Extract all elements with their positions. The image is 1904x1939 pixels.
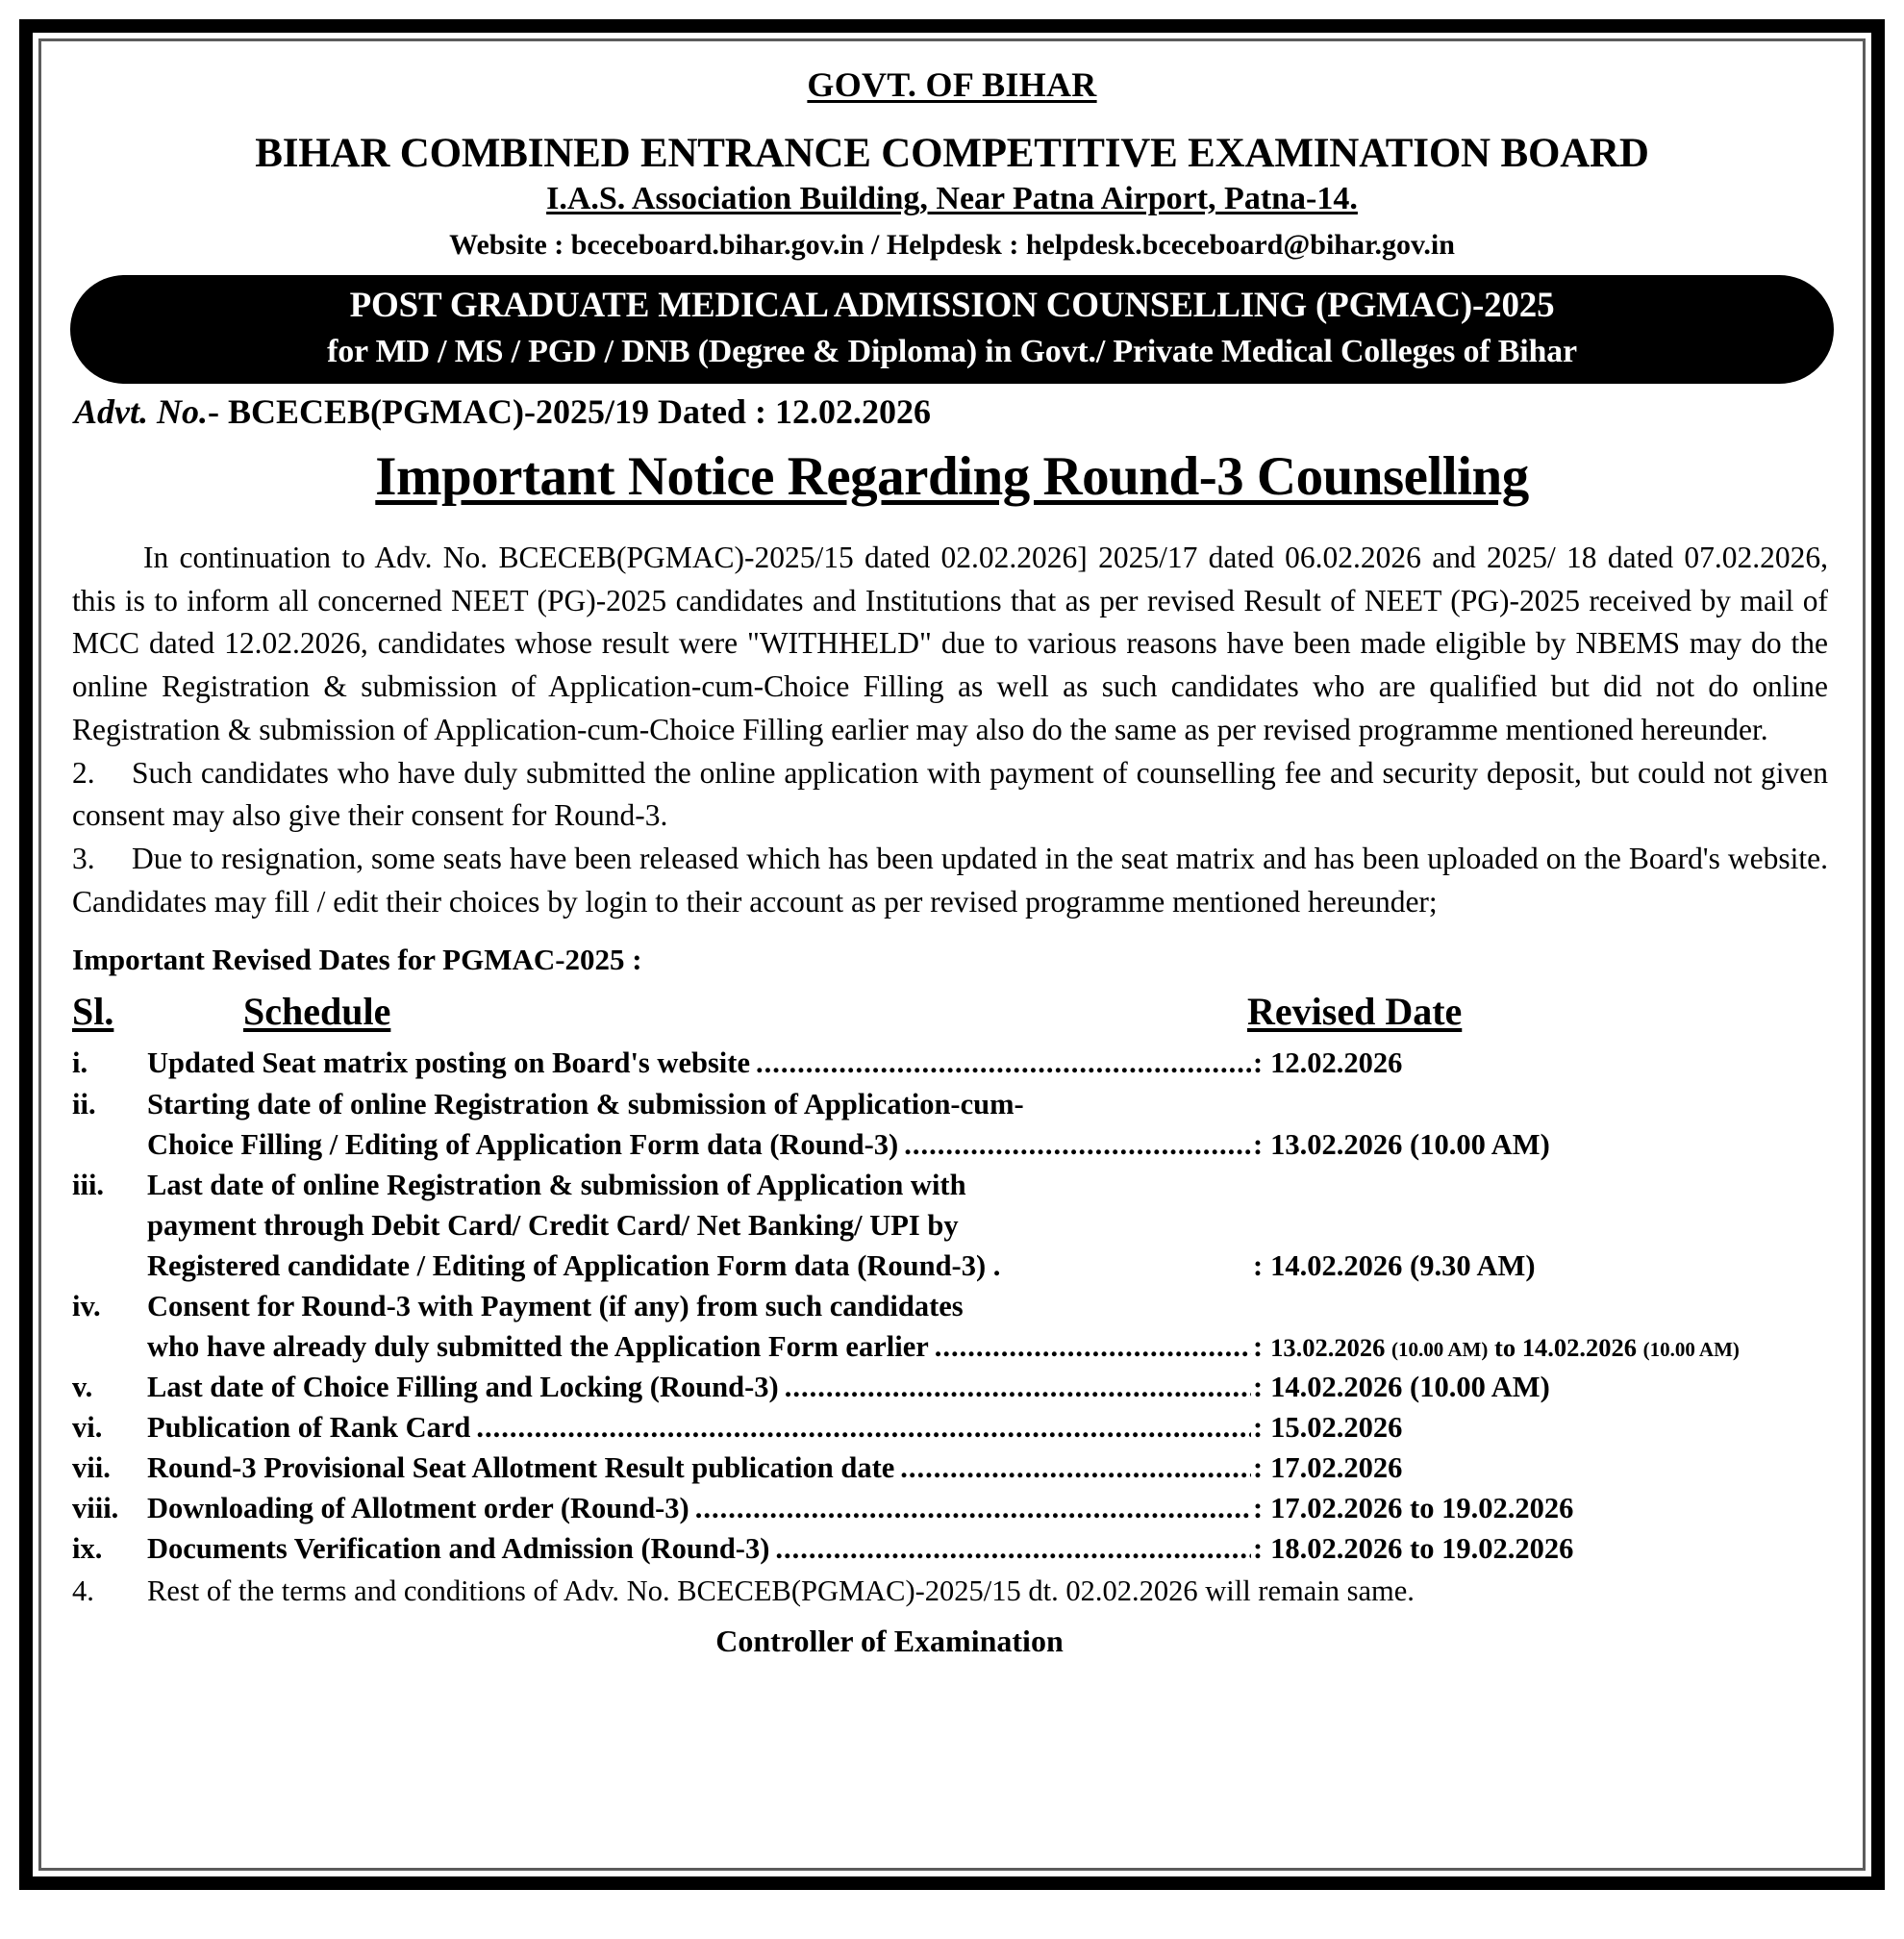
schedule-row-description-line — [147, 1407, 1253, 1448]
schedule-row-description — [147, 1528, 1253, 1569]
schedule-row-description-text: who have already duly submitted the Application Form earlier — [147, 1330, 929, 1364]
schedule-row-description-line — [147, 1326, 1253, 1367]
column-header-revised-date: Revised Date — [1247, 990, 1463, 1034]
date-value: 14.02.2026 (10.00 AM) — [1270, 1371, 1550, 1404]
date-colon: : — [1253, 1411, 1264, 1445]
schedule-row-description-text: Publication of Rank Card — [147, 1411, 471, 1445]
advt-label: Advt. No. — [74, 392, 208, 431]
date-value: 15.02.2026 — [1270, 1411, 1403, 1445]
dot-leader — [476, 1407, 1251, 1448]
schedule-row-description — [147, 1448, 1253, 1488]
schedule-row-description-line: Consent for Round-3 with Payment (if any) from such candidates — [147, 1289, 964, 1322]
final-note-text: Rest of the terms and conditions of Adv. No. BCECEB(PGMAC)-2025/15 dt. 02.02.2026 will remain same. — [147, 1574, 1415, 1608]
schedule-row — [72, 1528, 1834, 1569]
schedule-row-description-line — [147, 1124, 1253, 1165]
date-colon: : — [1253, 1046, 1264, 1080]
body-paragraph-3 — [72, 838, 1828, 923]
schedule-row-sl: ix. — [72, 1532, 103, 1566]
schedule-row-description-text: Updated Seat matrix posting on Board's website — [147, 1046, 750, 1080]
date-value: 17.02.2026 — [1270, 1451, 1403, 1485]
dot-leader — [695, 1488, 1251, 1528]
paragraph-2-number: 2. — [72, 755, 95, 790]
schedule-row-description-line: Starting date of online Registration & submission of Application-cum- — [147, 1087, 1024, 1121]
schedule-row — [72, 1286, 1834, 1367]
schedule-row-description-line — [147, 1367, 1253, 1407]
schedule-row-description-line: payment through Debit Card/ Credit Card/ Net Banking/ UPI by — [147, 1208, 959, 1242]
dot-leader — [904, 1124, 1251, 1165]
schedule-row-description — [147, 1043, 1253, 1083]
date-colon: : — [1253, 1492, 1264, 1525]
board-name-heading: BIHAR COMBINED ENTRANCE COMPETITIVE EXAMINATION BOARD — [255, 131, 1649, 176]
advertisement-number-line — [70, 391, 1834, 432]
board-contact-line: Website : bceceboard.bihar.gov.in / Helpdesk : helpdesk.bceceboard@bihar.gov.in — [449, 229, 1455, 261]
banner-title-line2: for MD / MS / PGD / DNB (Degree & Diploma) in Govt./ Private Medical Colleges of Bihar — [327, 334, 1577, 369]
schedule-row-description-line: Registered candidate / Editing of Application Form data (Round-3) . — [147, 1248, 1001, 1282]
dot-leader — [756, 1043, 1251, 1083]
schedule-row-description — [147, 1367, 1253, 1407]
schedule-row-sl: iv. — [72, 1289, 101, 1322]
schedule-row-description-line: Last date of online Registration & submission of Application with — [147, 1168, 966, 1201]
date-colon: : — [1253, 1451, 1264, 1485]
schedule-row-revised-date — [1253, 1165, 1834, 1286]
date-colon: : — [1253, 1371, 1264, 1404]
date-value: 17.02.2026 to 19.02.2026 — [1270, 1492, 1574, 1525]
schedule-row-revised-date — [1253, 1043, 1834, 1083]
schedule-row-revised-date — [1253, 1448, 1834, 1488]
schedule-row — [72, 1084, 1834, 1165]
schedule-row-revised-date — [1253, 1084, 1834, 1165]
schedule-row-description-text: Round-3 Provisional Seat Allotment Result publication date — [147, 1451, 895, 1485]
schedule-row — [72, 1488, 1834, 1528]
date-range: 13.02.2026 (10.00 AM) to 14.02.2026 (10.00 AM) — [1270, 1332, 1740, 1362]
schedule-row — [72, 1407, 1834, 1448]
schedule-row-sl: iii. — [72, 1168, 105, 1201]
schedule-row-revised-date — [1253, 1286, 1834, 1367]
schedule-row-sl: viii. — [72, 1492, 119, 1525]
page-title: Important Notice Regarding Round-3 Counselling — [375, 446, 1529, 507]
dot-leader — [935, 1326, 1251, 1367]
schedule-row — [72, 1448, 1834, 1488]
board-address: I.A.S. Association Building, Near Patna Airport, Patna-14. — [546, 181, 1358, 216]
schedule-row-revised-date — [1253, 1407, 1834, 1448]
schedule-row-description — [147, 1488, 1253, 1528]
schedule-row-description-line — [147, 1448, 1253, 1488]
final-note-number: 4. — [72, 1574, 94, 1608]
column-header-sl: Sl. — [72, 990, 114, 1034]
date-start-time: (10.00 AM) — [1391, 1337, 1489, 1361]
schedule-row-sl: i. — [72, 1046, 88, 1080]
schedule-row-description-text: Downloading of Allotment order (Round-3) — [147, 1492, 689, 1525]
banner-title-line1: POST GRADUATE MEDICAL ADMISSION COUNSELLING (PGMAC)-2025 — [349, 286, 1555, 325]
date-colon: : — [1253, 1532, 1264, 1566]
govt-of-bihar-heading: GOVT. OF BIHAR — [807, 65, 1097, 104]
schedule-row-revised-date — [1253, 1528, 1834, 1569]
date-value: 14.02.2026 (9.30 AM) — [1270, 1248, 1536, 1282]
paragraph-3-number: 3. — [72, 842, 95, 876]
date-end: 14.02.2026 — [1521, 1332, 1637, 1362]
schedule-row-description — [147, 1165, 1253, 1286]
notice-inner-border — [38, 38, 1866, 1871]
final-note — [70, 1574, 1834, 1608]
schedule-rows-container — [72, 1043, 1834, 1569]
schedule-row-description-text: Documents Verification and Admission (Round-3) — [147, 1532, 770, 1566]
counselling-banner — [70, 275, 1834, 384]
schedule-row-description-line — [147, 1528, 1253, 1569]
schedule-row-revised-date — [1253, 1367, 1834, 1407]
schedule-row-sl: ii. — [72, 1087, 96, 1121]
dot-leader — [775, 1528, 1251, 1569]
schedule-row-sl: v. — [72, 1371, 93, 1404]
schedule-row-description — [147, 1286, 1253, 1367]
schedule-row-sl: vii. — [72, 1451, 111, 1485]
notice-frame — [19, 19, 1885, 1890]
date-value: 13.02.2026 (10.00 AM) — [1270, 1127, 1550, 1161]
schedule-header-row — [72, 989, 1834, 1043]
date-end-time: (10.00 AM) — [1642, 1337, 1740, 1361]
date-value: 18.02.2026 to 19.02.2026 — [1270, 1532, 1574, 1566]
schedule-row-description — [147, 1407, 1253, 1448]
schedule-row-description — [147, 1084, 1253, 1165]
schedule-row-revised-date — [1253, 1488, 1834, 1528]
schedule-table — [70, 989, 1834, 1569]
schedule-row-description-text: Choice Filling / Editing of Application Form data (Round-3) — [147, 1127, 899, 1161]
paragraph-2-text: Such candidates who have duly submitted the online application with payment of counselling fee and security deposit, but could not given consent may also give their consent for Round-3. — [72, 755, 1828, 833]
schedule-row-description-line — [147, 1488, 1253, 1528]
advt-rest: - BCECEB(PGMAC)-2025/19 Dated : 12.02.2026 — [208, 392, 931, 431]
body-paragraph-2 — [72, 752, 1828, 838]
notice-body — [70, 537, 1834, 923]
date-colon: : — [1253, 1248, 1264, 1282]
schedule-row — [72, 1043, 1834, 1083]
date-start: 13.02.2026 — [1270, 1332, 1386, 1362]
revised-dates-heading: Important Revised Dates for PGMAC-2025 : — [72, 943, 642, 977]
schedule-row-description-text: Last date of Choice Filling and Locking (Round-3) — [147, 1371, 779, 1404]
signature-controller-of-examination: Controller of Examination — [715, 1624, 1064, 1659]
schedule-row-description-line — [147, 1043, 1253, 1083]
column-header-schedule: Schedule — [243, 990, 391, 1034]
paragraph-3-text: Due to resignation, some seats have been released which has been updated in the seat matrix and has been uploaded on the Board's website. Candidates may fill / edit their choices by login to their account as per revised programme mentioned hereunder; — [72, 842, 1828, 919]
schedule-row-sl: vi. — [72, 1411, 103, 1445]
dot-leader — [900, 1448, 1251, 1488]
date-colon: : — [1253, 1329, 1264, 1363]
date-colon: : — [1253, 1127, 1264, 1161]
schedule-row — [72, 1367, 1834, 1407]
body-paragraph-1: In continuation to Adv. No. BCECEB(PGMAC)-2025/15 dated 02.02.2026] 2025/17 dated 06.02.2026 and 2025/ 18 dated 07.02.2026, this is to inform all concerned NEET (PG)-2025 candidates and Institutions that as per revised Result of NEET (PG)-2025 received by mail of MCC dated 12.02.2026, candidates whose result were "WITHHELD" due to various reasons have been made eligible by NBEMS may do the online Registration & submission of Application-cum-Choice Filling as well as such candidates who are qualified but did not do online Registration & submission of Application-cum-Choice Filling earlier may also do the same as per revised programme mentioned hereunder. — [72, 541, 1828, 746]
date-value: 12.02.2026 — [1270, 1046, 1403, 1080]
schedule-row — [72, 1165, 1834, 1286]
dot-leader — [785, 1367, 1251, 1407]
